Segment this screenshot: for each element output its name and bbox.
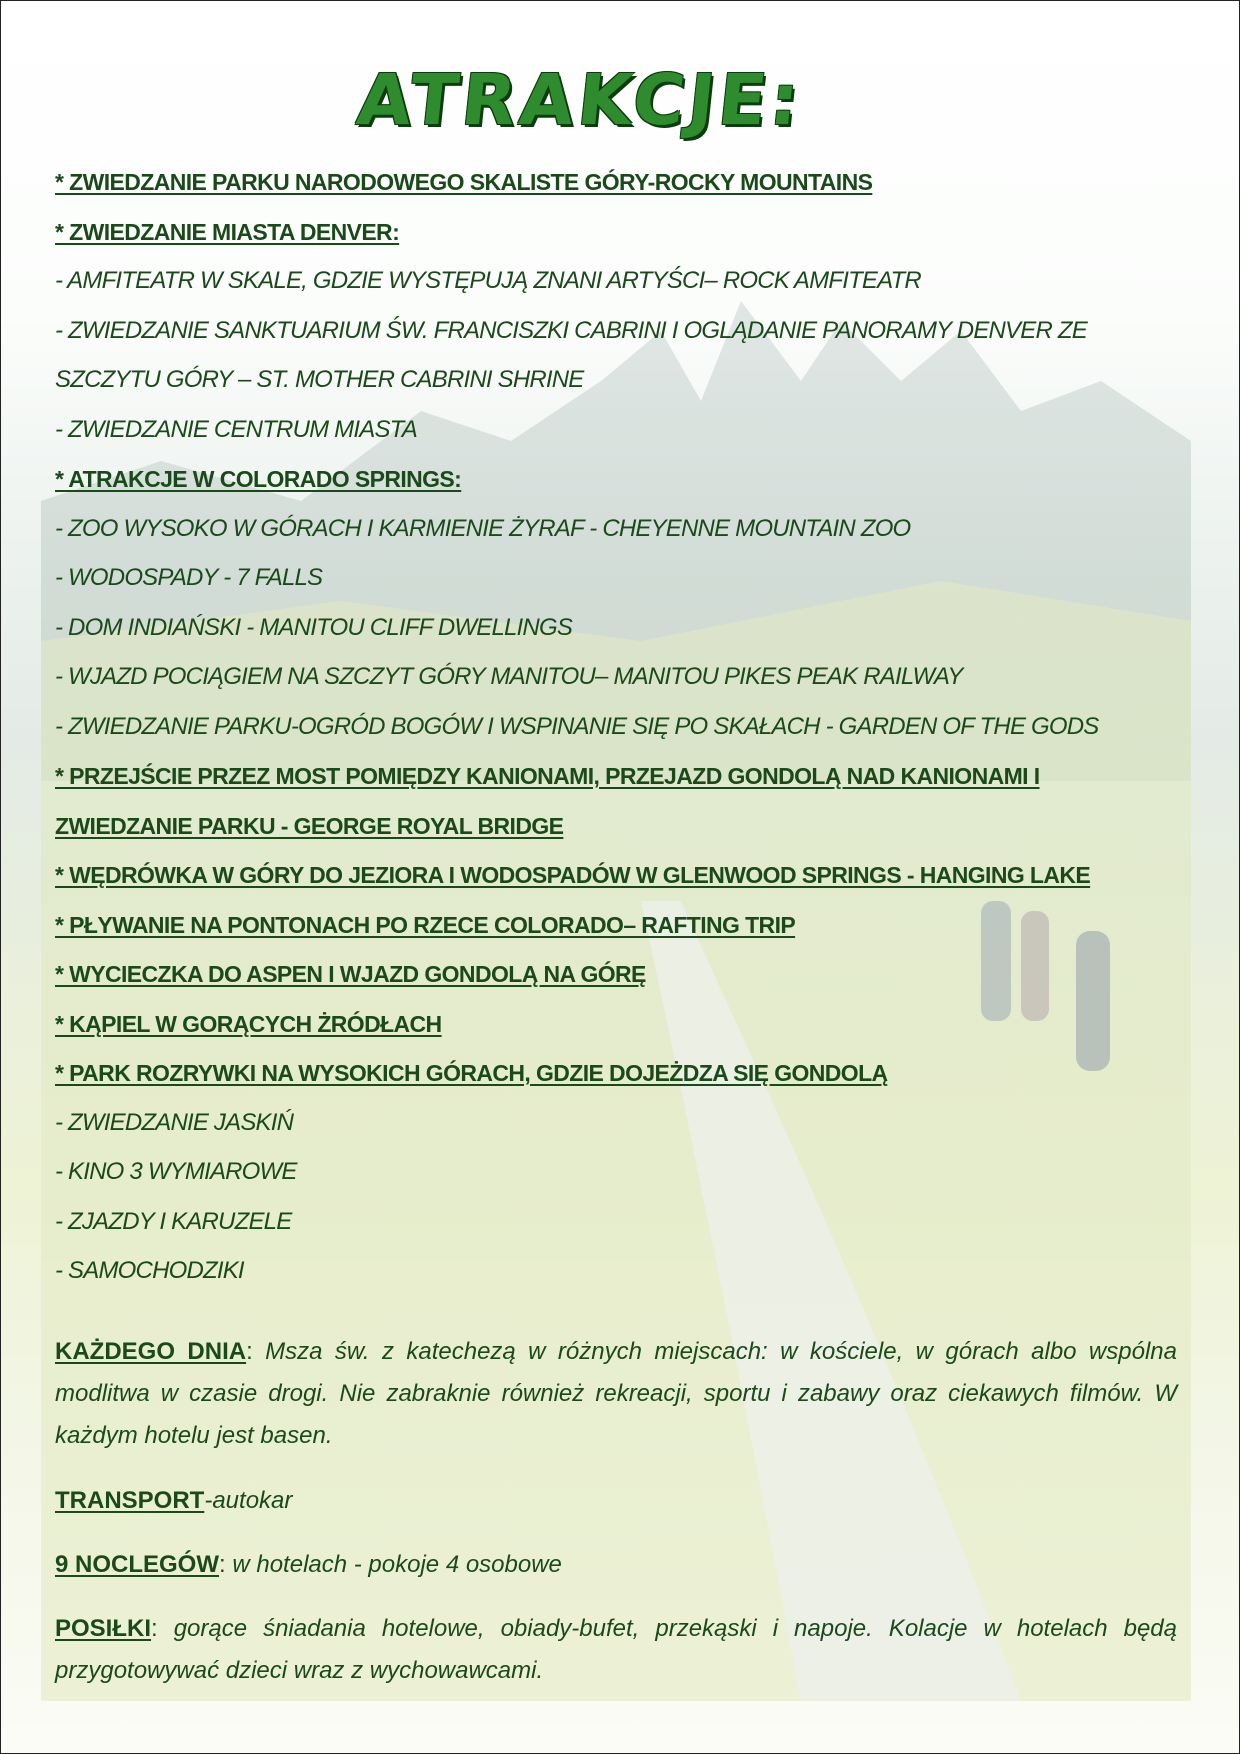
- transport-text: -autokar: [204, 1487, 293, 1514]
- list-item: - KINO 3 WYMIAROWE: [55, 1158, 297, 1185]
- attractions-list: [55, 166, 1195, 1305]
- list-item: - WJAZD POCIĄGIEM NA SZCZYT GÓRY MANITOU– MANITOU PIKES PEAK RAILWAY: [55, 663, 963, 690]
- daily-paragraph: [55, 1331, 1177, 1457]
- list-item: - DOM INDIAŃSKI - MANITOU CLIFF DWELLINGS: [55, 613, 573, 641]
- list-item-heading: * PŁYWANIE NA PONTONACH PO RZECE COLORADO– RAFTING TRIP: [55, 911, 796, 938]
- list-item: - ZWIEDZANIE CENTRUM MIASTA: [55, 415, 417, 443]
- lodging-paragraph: [55, 1544, 1177, 1586]
- list-item-heading: * WĘDRÓWKA W GÓRY DO JEZIORA I WODOSPADÓW W GLENWOOD SPRINGS - HANGING LAKE: [55, 862, 1091, 888]
- lodging-text: w hotelach - pokoje 4 osobowe: [225, 1551, 562, 1578]
- list-item-heading: * ATRAKCJE W COLORADO SPRINGS:: [55, 466, 462, 492]
- list-item-heading: * ZWIEDZANIE PARKU NARODOWEGO SKALISTE GÓRY-ROCKY MOUNTAINS: [55, 169, 873, 195]
- list-item: - SAMOCHODZIKI: [55, 1257, 244, 1284]
- list-item: - AMFITEATR W SKALE, GDZIE WYSTĘPUJĄ ZNANI ARTYŚCI– ROCK AMFITEATR: [55, 267, 921, 294]
- page-title: ATRAKCJE:: [353, 59, 807, 141]
- daily-text: Msza św. z katechezą w różnych miejscach: w kościele, w górach albo wspólna modlitwa w czasie drogi. Nie zabraknie również rekreacji, sportu i zabawy oraz ciekawych filmów. W każdym hotelu jest basen.: [55, 1338, 1177, 1449]
- meals-text: gorące śniadania hotelowe, obiady-bufet, przekąski i napoje. Kolacje w hotelach będą przygotowywać dzieci wraz z wychowawcami.: [55, 1615, 1177, 1684]
- transport-paragraph: [55, 1480, 1177, 1522]
- list-item-heading: * WYCIECZKA DO ASPEN I WJAZD GONDOLĄ NA GÓRĘ: [55, 961, 646, 987]
- list-item-heading: * KĄPIEL W GORĄCYCH ŻRÓDŁACH: [55, 1010, 442, 1037]
- list-item: - ZWIEDZANIE PARKU-OGRÓD BOGÓW I WSPINANIE SIĘ PO SKAŁACH - GARDEN OF THE GODS: [55, 712, 1099, 740]
- lodging-label: 9 NOCLEGÓW: [55, 1551, 220, 1578]
- transport-label: TRANSPORT: [55, 1487, 205, 1514]
- list-item-heading: ZWIEDZANIE PARKU - GEORGE ROYAL BRIDGE: [55, 812, 564, 839]
- list-item: - ZJAZDY I KARUZELE: [55, 1207, 292, 1235]
- list-item-heading: * PRZEJŚCIE PRZEZ MOST POMIĘDZY KANIONAMI, PRZEJAZD GONDOLĄ NAD KANIONAMI I: [55, 763, 1040, 789]
- meals-separator: :: [151, 1615, 158, 1642]
- list-item: SZCZYTU GÓRY – ST. MOTHER CABRINI SHRINE: [55, 366, 584, 393]
- list-item-heading: * PARK ROZRYWKI NA WYSOKICH GÓRACH, GDZIE DOJEŻDZA SIĘ GONDOLĄ: [55, 1060, 888, 1086]
- lodging-separator: :: [219, 1551, 226, 1578]
- daily-separator: :: [246, 1338, 253, 1365]
- meals-label: POSIŁKI: [55, 1615, 152, 1642]
- list-item: - WODOSPADY - 7 FALLS: [55, 564, 323, 591]
- list-item-heading: * ZWIEDZANIE MIASTA DENVER:: [55, 218, 400, 245]
- list-item: - ZWIEDZANIE JASKIŃ: [55, 1108, 294, 1136]
- list-item: - ZWIEDZANIE SANKTUARIUM ŚW. FRANCISZKI CABRINI I OGLĄDANIE PANORAMY DENVER ZE: [55, 316, 1087, 344]
- meals-paragraph: [55, 1608, 1177, 1692]
- daily-label: KAŻDEGO DNIA: [55, 1338, 247, 1365]
- list-item: - ZOO WYSOKO W GÓRACH I KARMIENIE ŻYRAF - CHEYENNE MOUNTAIN ZOO: [55, 514, 911, 542]
